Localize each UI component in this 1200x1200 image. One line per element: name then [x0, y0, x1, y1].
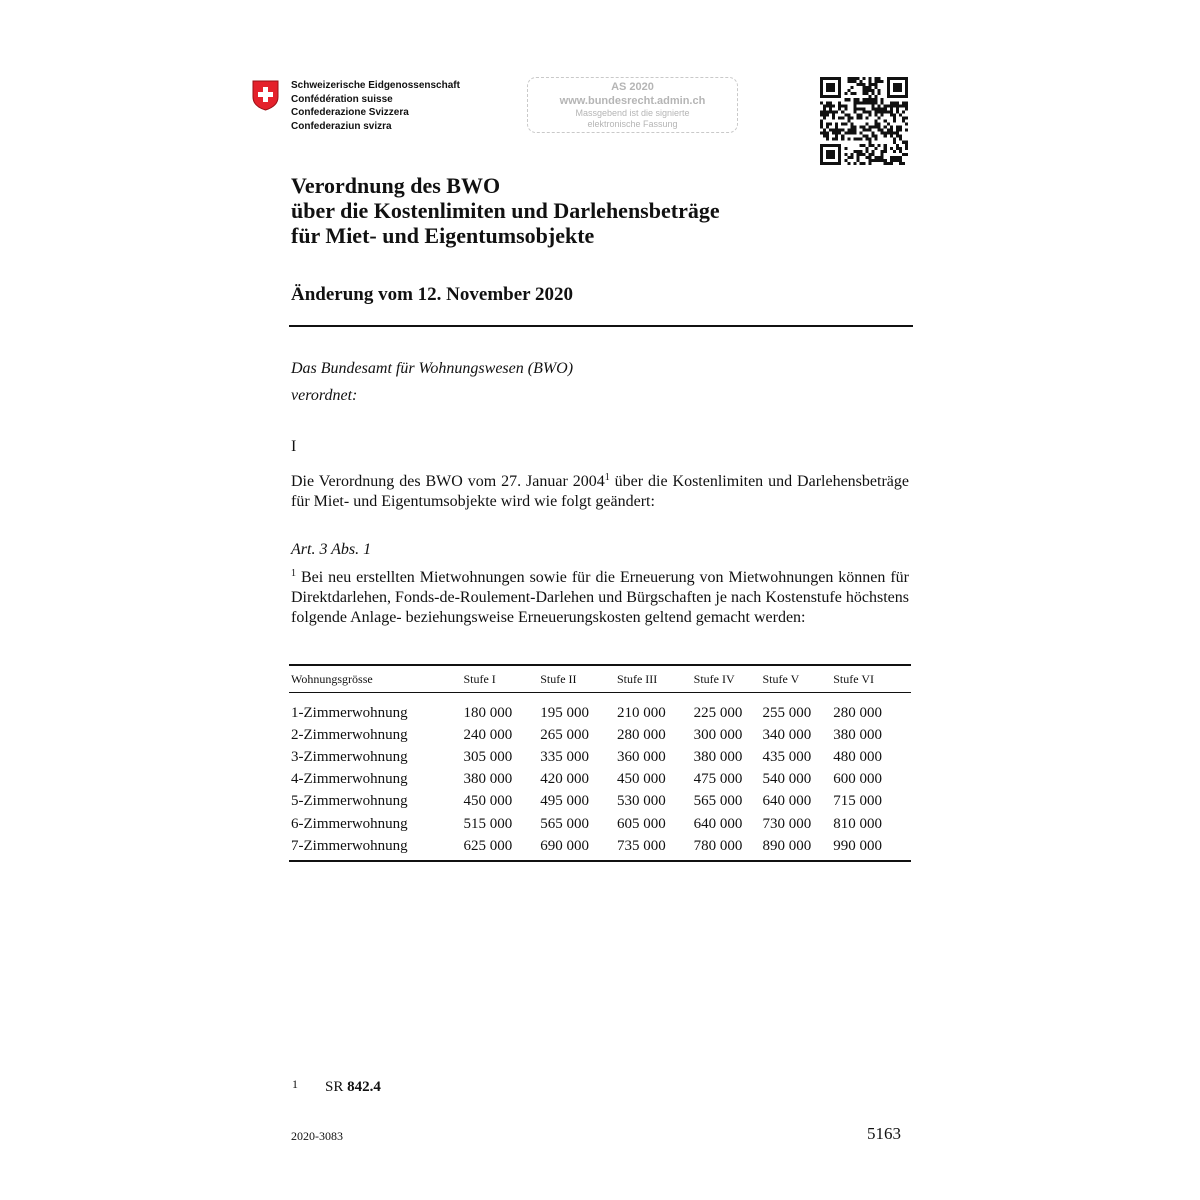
- preamble: [291, 355, 573, 409]
- table-cell: 7-Zimmerwohnung: [289, 835, 463, 861]
- table-row: [289, 813, 911, 835]
- table-cell: 195 000: [540, 704, 589, 721]
- table-cell: 515 000: [463, 815, 513, 832]
- page-number: 5163: [867, 1124, 901, 1143]
- table-header-row: [289, 665, 911, 693]
- table-cell: 735 000: [617, 835, 694, 861]
- table-cell: 380 000: [833, 726, 882, 743]
- table-cell: 380 000: [693, 748, 743, 765]
- footnote-sr-number[interactable]: 842.4: [347, 1079, 381, 1095]
- stamp-note-2: elektronische Fassung: [587, 119, 678, 129]
- stamp-collection: AS 2020: [611, 81, 654, 93]
- table-cell: 480 000: [833, 748, 882, 765]
- title-divider: [289, 325, 913, 327]
- table-cell: 280 000: [833, 704, 882, 721]
- qr-code-icon: [820, 77, 908, 165]
- cost-limits-table: [289, 664, 911, 862]
- table-cell: 530 000: [616, 793, 666, 810]
- table-row: [289, 791, 911, 813]
- header-stufe-5: Stufe V: [762, 665, 833, 693]
- table-cell: 435 000: [762, 748, 812, 765]
- table-cell: 600 000: [833, 771, 882, 788]
- table-cell: 225 000: [693, 704, 743, 721]
- table-cell: 300 000: [693, 726, 743, 743]
- table-cell: 4-Zimmerwohnung: [291, 771, 408, 788]
- swiss-cross-shield-icon: [252, 80, 279, 111]
- table-cell: 625 000: [463, 835, 540, 861]
- table-cell: 780 000: [694, 835, 763, 861]
- header-stufe-2: Stufe II: [540, 665, 617, 693]
- title-line-3: für Miet- und Eigentumsobjekte: [291, 223, 595, 248]
- table-cell: 730 000: [762, 815, 812, 832]
- section-number: I: [291, 438, 297, 455]
- footnote-prefix: SR: [325, 1079, 348, 1095]
- table-cell: 5-Zimmerwohnung: [291, 793, 408, 810]
- document-id: 2020-3083: [291, 1129, 343, 1143]
- table-cell: 305 000: [463, 748, 513, 765]
- table-row: [289, 724, 911, 746]
- publication-stamp: [527, 77, 738, 133]
- paragraph-number: 1: [291, 568, 296, 579]
- header-apartment-size: Wohnungsgrösse: [289, 665, 463, 693]
- table-cell: 715 000: [833, 793, 882, 810]
- article-heading: Art. 3 Abs. 1: [291, 541, 372, 558]
- table-cell: 420 000: [540, 771, 589, 788]
- header-stufe-3: Stufe III: [617, 665, 694, 693]
- table-cell: 565 000: [540, 815, 589, 832]
- table-cell: 690 000: [540, 835, 617, 861]
- confederation-line-de: Schweizerische Eidgenossenschaft: [291, 80, 460, 91]
- paragraph-text-end: über die Kostenlimiten und Darlehensbeträge für Miet- und Eigentumsobjekte wird wie folgt geändert:: [291, 473, 909, 510]
- table-cell: 340 000: [762, 726, 812, 743]
- table-row: [289, 746, 911, 768]
- table-cell: 450 000: [463, 793, 513, 810]
- table-cell: 450 000: [616, 771, 666, 788]
- table-row: [289, 769, 911, 791]
- paragraph-text-start: Die Verordnung des BWO vom 27. Januar 2004: [291, 473, 605, 490]
- table-cell: 2-Zimmerwohnung: [291, 726, 408, 743]
- amendment-date: Änderung vom 12. November 2020: [291, 284, 574, 305]
- table-cell: 540 000: [762, 771, 812, 788]
- header-stufe-4: Stufe IV: [694, 665, 763, 693]
- header-stufe-1: Stufe I: [463, 665, 540, 693]
- table-cell: 380 000: [463, 771, 513, 788]
- table-cell: 810 000: [833, 815, 882, 832]
- title-line-2: über die Kostenlimiten und Darlehensbeträge: [291, 198, 720, 223]
- table-row: [289, 835, 911, 861]
- amendment-paragraph: [291, 472, 909, 512]
- table-cell: 3-Zimmerwohnung: [291, 748, 408, 765]
- confederation-names: [291, 79, 460, 133]
- table-cell: 210 000: [616, 704, 666, 721]
- title-line-1: Verordnung des BWO: [291, 173, 501, 198]
- stamp-note-1: Massgebend ist die signierte: [575, 108, 690, 118]
- table-cell: 475 000: [693, 771, 743, 788]
- table-cell: 640 000: [762, 793, 812, 810]
- table-cell: 495 000: [540, 793, 589, 810]
- document-title: [291, 173, 720, 248]
- table-cell: 890 000: [762, 835, 833, 861]
- table-cell: 565 000: [693, 793, 743, 810]
- table-cell: 6-Zimmerwohnung: [291, 815, 408, 832]
- table-row: [289, 693, 911, 725]
- header-stufe-6: Stufe VI: [833, 665, 911, 693]
- table-cell: 360 000: [616, 748, 666, 765]
- footnote-text: [325, 1079, 381, 1096]
- article-paragraph-text: Bei neu erstellten Mietwohnungen sowie für die Erneuerung von Mietwohnungen können für Direktdarlehen, Fonds-de-Roulement-Darlehen und Bürgschaften je nach Kostenstufe höchstens folgende Anlage- beziehungsweise Erneuerungskosten geltend gemacht werden:: [291, 569, 909, 626]
- table-cell: 990 000: [833, 835, 911, 861]
- preamble-verb: verordnet:: [291, 387, 358, 404]
- table-cell: 240 000: [463, 726, 513, 743]
- preamble-authority: Das Bundesamt für Wohnungswesen (BWO): [291, 360, 574, 377]
- confederation-line-fr: Confédération suisse: [291, 93, 393, 105]
- table-cell: 280 000: [616, 726, 666, 743]
- article-paragraph: [291, 568, 909, 628]
- table-cell: 640 000: [693, 815, 743, 832]
- table-cell: 265 000: [540, 726, 589, 743]
- footnote-reference[interactable]: 1: [604, 472, 610, 483]
- confederation-line-it: Confederazione Svizzera: [291, 107, 409, 118]
- table-cell: 180 000: [463, 704, 513, 721]
- table-cell: 335 000: [540, 748, 589, 765]
- confederation-line-rm: Confederaziun svizra: [291, 120, 392, 132]
- table-cell: 255 000: [762, 704, 812, 721]
- table-cell: 605 000: [616, 815, 666, 832]
- stamp-url[interactable]: www.bundesrecht.admin.ch: [559, 95, 706, 107]
- footnote-mark: 1: [292, 1077, 298, 1091]
- table-cell: 1-Zimmerwohnung: [291, 704, 408, 721]
